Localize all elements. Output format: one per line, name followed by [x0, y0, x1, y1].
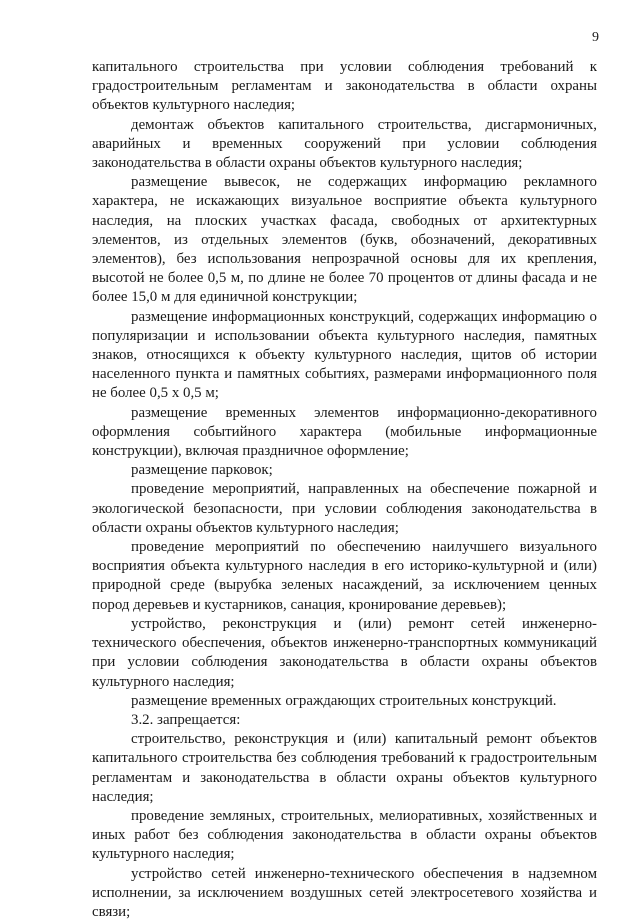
paragraph-temporary-fences: размещение временных ограждающих строительных конструкций.: [131, 692, 557, 709]
paragraph-signs: размещение вывесок, не содержащих информацию рекламного характера, не искажающих визуальное восприятие объекта культурного наследия, на плоских участках фасада, свободных от архитектурных элементов, из отдельных элементов (букв, обозначений, декоративных элементов), без использования непрозрачной основы для их крепления, высотой не более 0,5 м, по длине не более 70 процентов от длины фасада и не более 15,0 м для единичной конструкции;: [92, 174, 597, 306]
paragraph-temporary-decor: размещение временных элементов информационно-декоративного оформления событийного характера (мобильные информационные конструкции), включая праздничное оформление;: [92, 404, 597, 460]
paragraph-utility-networks: устройство, реконструкция и (или) ремонт сетей инженерно-технического обеспечения, объектов инженерно-транспортных коммуникаций при условии соблюдения законодательства в области охраны объектов культурного наследия;: [92, 615, 597, 690]
page-number: 9: [592, 30, 599, 45]
paragraph-earthworks-prohibited: проведение земляных, строительных, мелиоративных, хозяйственных и иных работ без соблюдения законодательства в области охраны объектов культурного наследия;: [92, 807, 597, 863]
paragraph-fire-safety: проведение мероприятий, направленных на обеспечение пожарной и экологической безопасности, при условии соблюдения законодательства в области охраны объектов культурного наследия;: [92, 481, 597, 536]
paragraph-dismantling: демонтаж объектов капитального строительства, дисгармоничных, аварийных и временных сооружений при условии соблюдения законодательства в области охраны объектов культурного наследия;: [92, 116, 597, 172]
paragraph-continuation: капитального строительства при условии соблюдения требований к градостроительным регламентам и законодательства в области охраны объектов культурного наследия;: [92, 59, 597, 114]
paragraph-visual-perception: проведение мероприятий по обеспечению наилучшего визуального восприятия объекта культурного наследия в его историко-культурной и (или) природной среде (вырубка зеленых насаждений, за исключением ценных пород деревьев и кустарников, санация, кронирование деревьев);: [92, 539, 597, 613]
section-heading-prohibited: 3.2. запрещается:: [131, 711, 241, 728]
paragraph-construction-prohibited: строительство, реконструкция и (или) капитальный ремонт объектов капитального строительства без соблюдения требований к градостроительным регламентам и законодательства в области охраны объектов культурного наследия;: [92, 731, 597, 805]
paragraph-info-structures: размещение информационных конструкций, содержащих информацию о популяризации и использовании объекта культурного наследия, памятных знаков, относящихся к объекту культурного наследия, щитов об истории населенного пункта и памятных событиях, размерами информационного поля не более 0,5 х 0,5 м;: [92, 308, 597, 402]
paragraph-overhead-networks: устройство сетей инженерно-технического обеспечения в надземном исполнении, за исключением воздушных сетей электросетевого хозяйства и связи;: [92, 865, 597, 920]
paragraph-parking: размещение парковок;: [131, 462, 273, 479]
document-body: [92, 58, 597, 922]
